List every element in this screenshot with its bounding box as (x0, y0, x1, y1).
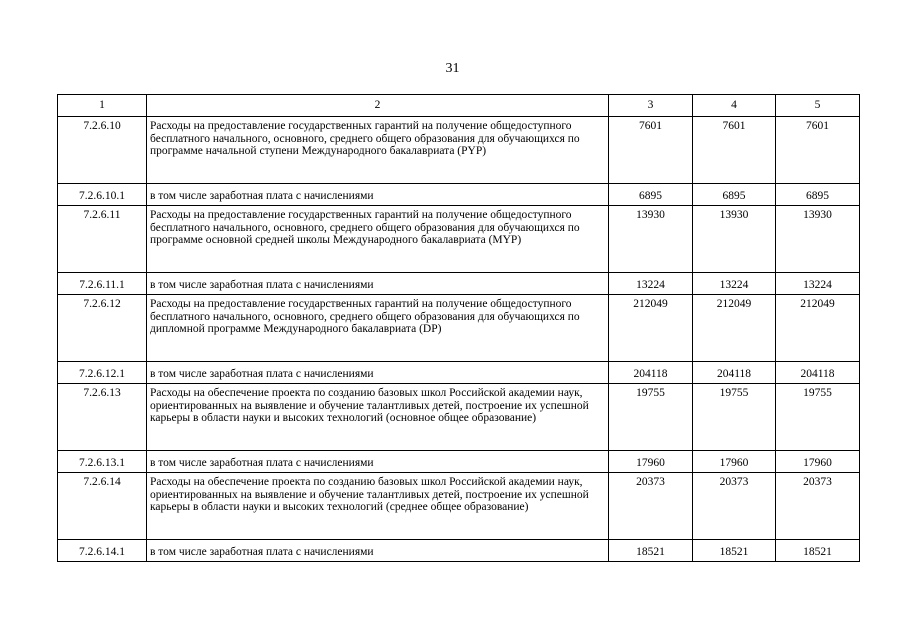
row-value-col4: 204118 (693, 362, 776, 384)
row-value-col5: 6895 (776, 184, 860, 206)
row-code: 7.2.6.11 (58, 206, 147, 273)
budget-table (57, 94, 860, 562)
row-value-col3: 204118 (609, 362, 693, 384)
row-code: 7.2.6.10 (58, 117, 147, 184)
row-value-col3: 20373 (609, 473, 693, 540)
row-code: 7.2.6.14.1 (58, 540, 147, 562)
table-row (58, 184, 860, 206)
row-value-col4: 13224 (693, 273, 776, 295)
row-value-col5: 13930 (776, 206, 860, 273)
row-value-col5: 13224 (776, 273, 860, 295)
table-row (58, 473, 860, 540)
table-row (58, 117, 860, 184)
table-header-row (58, 95, 860, 117)
row-value-col5: 20373 (776, 473, 860, 540)
row-value-col4: 212049 (693, 295, 776, 362)
row-code: 7.2.6.11.1 (58, 273, 147, 295)
row-value-col5: 17960 (776, 451, 860, 473)
header-cell-5: 5 (776, 95, 860, 117)
header-cell-2: 2 (147, 95, 609, 117)
row-value-col3: 18521 (609, 540, 693, 562)
row-value-col3: 17960 (609, 451, 693, 473)
row-value-col5: 212049 (776, 295, 860, 362)
row-description: Расходы на предоставление государственных гарантий на получение общедоступного бесплатного начального, основного, среднего общего образования для обучающихся по программе начальной ступени Международного бакалавриата (PYP) (147, 117, 609, 184)
row-description: Расходы на обеспечение проекта по созданию базовых школ Российской академии наук, ориентированных на выявление и обучение талантливых детей, построение их успешной карьеры в области науки и высоких технологий (основное общее образование) (147, 384, 609, 451)
row-value-col4: 19755 (693, 384, 776, 451)
row-value-col5: 18521 (776, 540, 860, 562)
table-row (58, 540, 860, 562)
header-cell-4: 4 (693, 95, 776, 117)
row-description: в том числе заработная плата с начислениями (147, 362, 609, 384)
row-value-col4: 7601 (693, 117, 776, 184)
row-description: Расходы на обеспечение проекта по созданию базовых школ Российской академии наук, ориентированных на выявление и обучение талантливых детей, построение их успешной карьеры в области науки и высоких технологий (среднее общее образование) (147, 473, 609, 540)
row-code: 7.2.6.13.1 (58, 451, 147, 473)
table-row (58, 451, 860, 473)
row-value-col4: 13930 (693, 206, 776, 273)
row-code: 7.2.6.10.1 (58, 184, 147, 206)
page-number: 31 (445, 61, 460, 76)
table-row (58, 384, 860, 451)
row-value-col3: 13930 (609, 206, 693, 273)
row-value-col3: 7601 (609, 117, 693, 184)
row-description: Расходы на предоставление государственных гарантий на получение общедоступного бесплатного начального, основного, среднего общего образования для обучающихся по дипломной программе Международного бакалавриата (DP) (147, 295, 609, 362)
row-value-col4: 6895 (693, 184, 776, 206)
header-cell-1: 1 (58, 95, 147, 117)
row-description: в том числе заработная плата с начислениями (147, 273, 609, 295)
row-value-col5: 7601 (776, 117, 860, 184)
row-value-col4: 18521 (693, 540, 776, 562)
table-row (58, 273, 860, 295)
row-value-col3: 6895 (609, 184, 693, 206)
row-code: 7.2.6.14 (58, 473, 147, 540)
row-value-col3: 19755 (609, 384, 693, 451)
table-row (58, 362, 860, 384)
row-code: 7.2.6.12.1 (58, 362, 147, 384)
table-row (58, 295, 860, 362)
table-row (58, 206, 860, 273)
row-code: 7.2.6.13 (58, 384, 147, 451)
header-cell-3: 3 (609, 95, 693, 117)
row-value-col4: 20373 (693, 473, 776, 540)
row-value-col4: 17960 (693, 451, 776, 473)
row-description: в том числе заработная плата с начислениями (147, 184, 609, 206)
row-description: в том числе заработная плата с начислениями (147, 451, 609, 473)
row-value-col5: 19755 (776, 384, 860, 451)
row-value-col3: 13224 (609, 273, 693, 295)
row-description: в том числе заработная плата с начислениями (147, 540, 609, 562)
row-description: Расходы на предоставление государственных гарантий на получение общедоступного бесплатного начального, основного, среднего общего образования для обучающихся по программе основной средней школы Международного бакалавриата (MYP) (147, 206, 609, 273)
row-value-col5: 204118 (776, 362, 860, 384)
row-code: 7.2.6.12 (58, 295, 147, 362)
row-value-col3: 212049 (609, 295, 693, 362)
